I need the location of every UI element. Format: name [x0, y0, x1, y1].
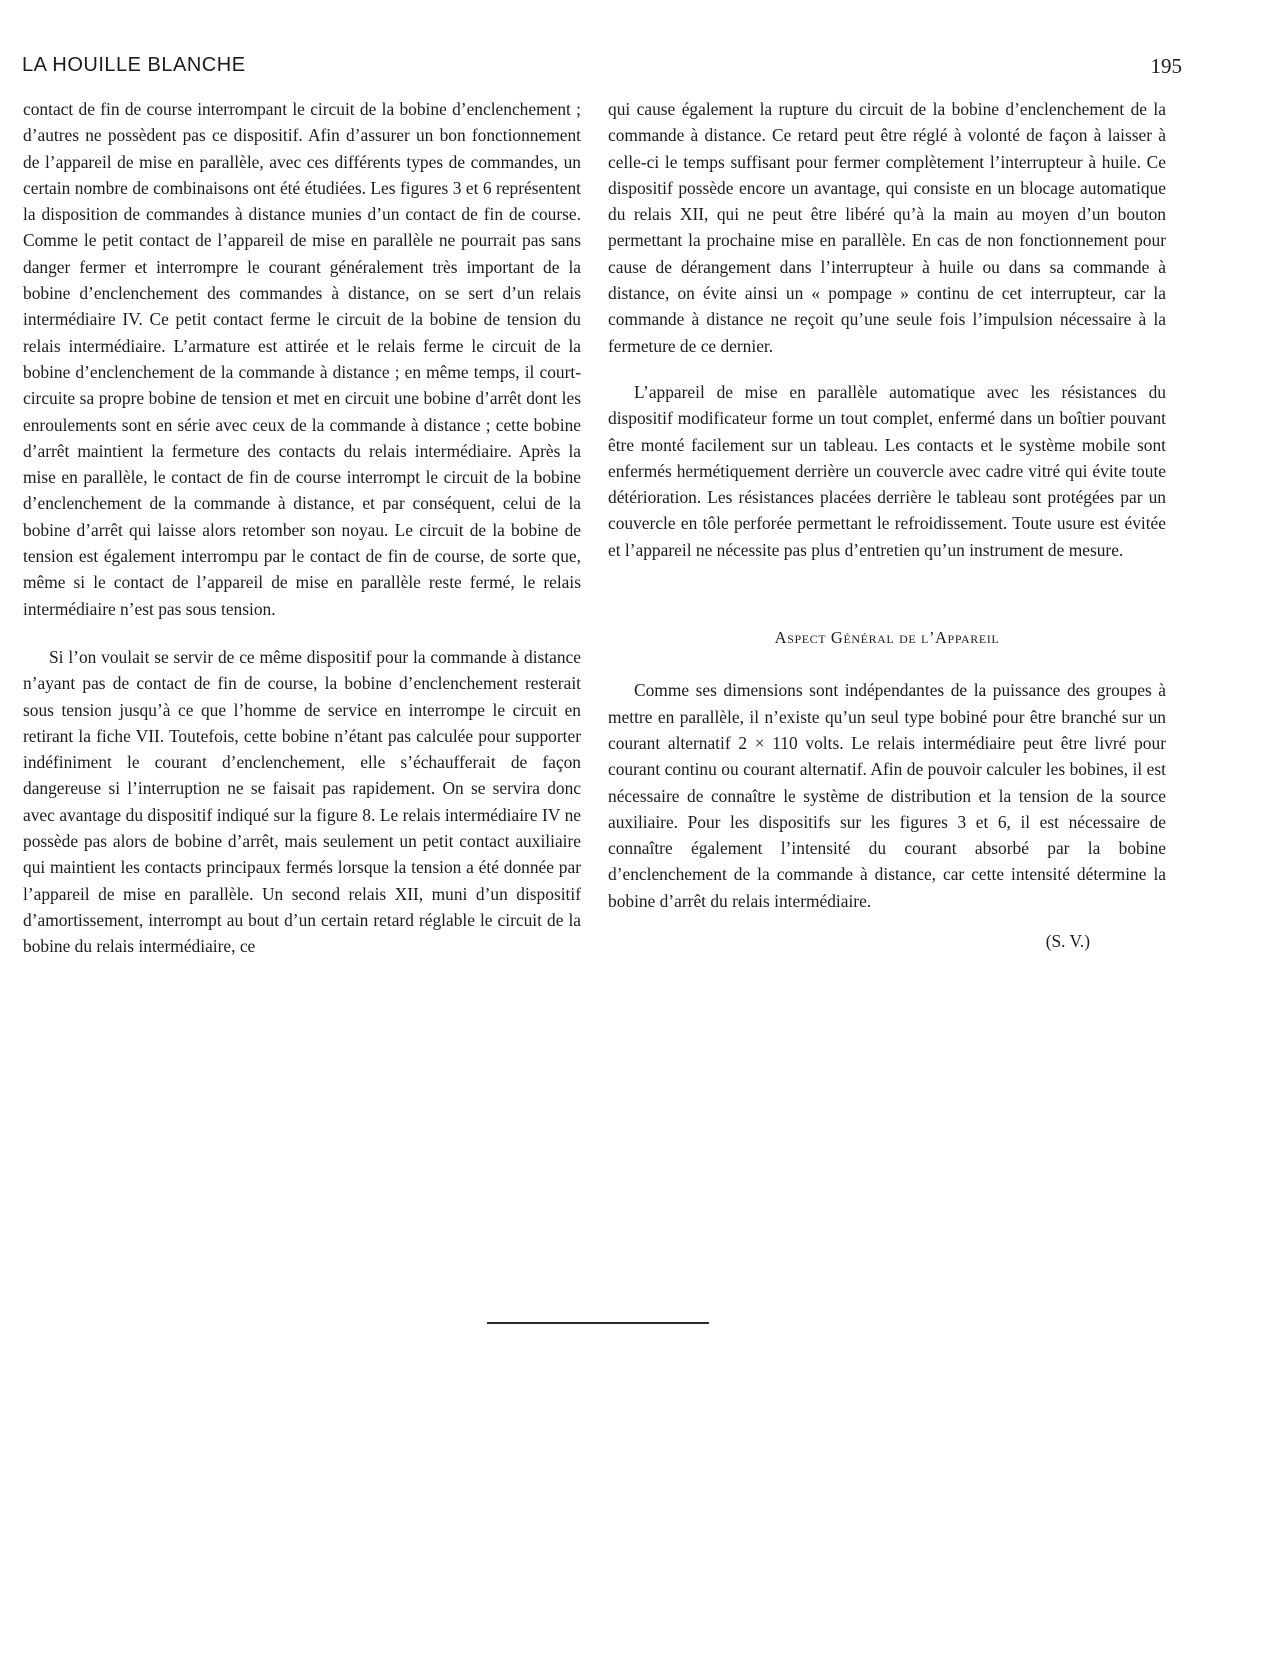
author-signature: (S. V.) [1045, 931, 1090, 952]
left-column [23, 96, 581, 960]
right-column [608, 96, 1166, 954]
right-paragraph-3: Comme ses dimensions sont indépendantes de la puissance des groupes à mettre en parallèle, il n’existe qu’un seul type bobiné pour être branché sur un courant alternatif 2 × 110 volts. Le relais intermédiaire peut être livré pour courant continu ou courant alternatif. Afin de pouvoir calculer les bobines, il est nécessaire de connaître le système de distribution et la tension de la source auxiliaire. Pour les dispositifs sur les figures 3 et 6, il est nécessaire de connaître également l’intensité du courant absorbé par la bobine d’enclenchement de la commande à distance, car cette intensité détermine la bobine d’arrêt du relais intermédiaire. [608, 680, 1166, 911]
section-heading: Aspect Général de l’Appareil [774, 628, 1000, 648]
running-head [22, 54, 1182, 82]
left-paragraph-1: contact de fin de course interrompant le circuit de la bobine d’enclenchement ; d’autres ne possèdent pas ce dispositif. Afin d’assurer un bon fonctionnement de l’appareil de mise en parallèle, avec ces différents types de commandes, un certain nombre de combinaisons ont été étudiées. Les figures 3 et 6 représentent la disposition de commandes à distance munies d’un contact de fin de course. Comme le petit contact de l’appareil de mise en parallèle ne pourrait pas sans danger fermer et interrompre le courant généralement très important de la bobine d’enclenchement des commandes à distance, on se sert d’un relais intermédiaire IV. Ce petit contact ferme le circuit de la bobine de tension du relais intermédiaire. L’armature est attirée et le relais ferme le circuit de la bobine d’enclenchement de la commande à distance ; en même temps, il court-circuite sa propre bobine de tension et met en circuit une bobine d’arrêt dont les enroulements sont en série avec ceux de la commande à distance ; cette bobine d’arrêt maintient la fermeture des contacts du relais intermédiaire. Après la mise en parallèle, le contact de fin de course interrompt le circuit de la bobine d’enclenchement de la commande à distance, et par conséquent, celui de la bobine d’arrêt qui laisse alors retomber son noyau. Le circuit de la bobine de tension est également interrompu par le contact de fin de course, de sorte que, même si le contact de l’appareil de mise en parallèle reste fermé, le relais intermédiaire n’est pas sous tension. [23, 99, 581, 619]
journal-title: LA HOUILLE BLANCHE [22, 54, 246, 76]
left-paragraph-2: Si l’on voulait se servir de ce même dispositif pour la commande à distance n’ayant pas de contact de fin de course, la bobine d’enclenchement resterait sous tension jusqu’à ce que l’homme de service en interrompe le circuit en retirant la fiche VII. Toutefois, cette bobine n’étant pas calculée pour supporter indéfiniment le courant d’enclenchement, elle s’échaufferait de façon dangereuse si l’interruption ne se faisait pas rapidement. On se servira donc avec avantage du dispositif indiqué sur la figure 8. Le relais intermédiaire IV ne possède pas alors de bobine d’arrêt, mais seulement un petit contact auxiliaire qui maintient les contacts principaux fermés lorsque la tension a été donnée par l’appareil de mise en parallèle. Un second relais XII, muni d’un dispositif d’amortissement, interrompt au bout d’un certain retard réglable le circuit de la bobine du relais intermédiaire, ce [23, 646, 581, 957]
right-paragraph-2: L’appareil de mise en parallèle automatique avec les résistances du dispositif modificateur forme un tout complet, enfermé dans un boîtier pouvant être monté facilement sur un tableau. Les contacts et le système mobile sont enfermés hermétiquement derrière un couvercle avec cadre vitré qui évite toute détérioration. Les résistances placées derrière le tableau sont protégées par un couvercle en tôle perforée permettant le refroidissement. Toute usure est évitée et l’appareil ne nécessite pas plus d’entretien qu’un instrument de mesure. [608, 381, 1166, 560]
right-paragraph-1: qui cause également la rupture du circuit de la bobine d’enclenchement de la commande à distance. Ce retard peut être réglé à volonté de façon à laisser à celle-ci le temps suffisant pour fermer complètement l’interrupteur à huile. Ce dispositif possède encore un avantage, qui consiste en un blocage automatique du relais XII, qui ne peut être libéré qu’à la main au moyen d’un bouton permettant la prochaine mise en parallèle. En cas de non fonctionnement pour cause de dérangement dans l’interrupteur à huile ou dans sa commande à distance, on évite ainsi un « pompage » continu de cet interrupteur, car la commande à distance ne reçoit qu’une seule fois l’impulsion nécessaire à la fermeture de ce dernier. [608, 99, 1166, 356]
page-number: 195 [1150, 54, 1182, 78]
end-of-article-rule [487, 1322, 709, 1324]
